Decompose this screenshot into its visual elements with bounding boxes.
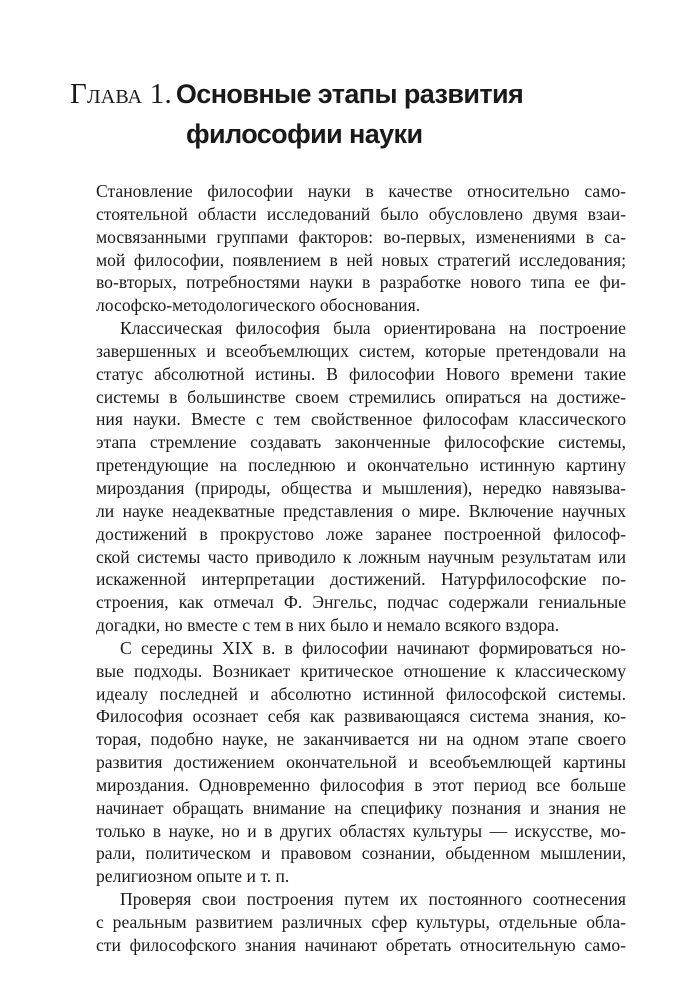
text-line: лософско-методологического обоснования. (96, 295, 421, 316)
text-line: системы в большинстве своем стремились опираться на достиже- (96, 386, 626, 407)
text-line: мой философии, появлением в ней новых стратегий исследования; (96, 249, 626, 270)
text-line: этапа стремление создавать законченные философские системы, (96, 432, 626, 453)
paragraph (96, 317, 626, 637)
paragraph (96, 888, 626, 957)
text-line: догадки, но вместе с тем в них было и немало всякого вздора. (96, 615, 560, 636)
chapter-heading-line-1 (70, 74, 630, 114)
text-line: Проверяя свои построения путем их постоянного соотнесения (120, 889, 626, 910)
text-line: статус абсолютной истины. В философии Нового времени такие (96, 363, 626, 384)
text-line: сти философского знания начинают обретать относительную само- (96, 934, 626, 955)
body-text (96, 180, 626, 957)
chapter-label: Глава 1. (70, 78, 172, 110)
text-line: только в науке, но и в других областях культуры — искусстве, мо- (96, 820, 626, 841)
text-line: ской системы часто приводило к ложным научным результатам или (96, 546, 626, 567)
text-line: торая, подобно науке, не заканчивается ни на одном этапе своего (96, 729, 626, 750)
text-line: во-вторых, потребностями науки в разработке нового типа ее фи- (96, 272, 626, 293)
text-line: с реальным развитием различных сфер культуры, отдельные обла- (96, 912, 626, 932)
chapter-title-line-2: философии науки (186, 119, 423, 149)
text-line: С середины XIX в. в философии начинают формироваться но- (120, 637, 626, 658)
text-line: начинает обращать внимание на специфику познания и знания не (96, 797, 626, 818)
text-line: стоятельной области исследований было обусловлено двумя взаи- (96, 203, 626, 224)
text-line: ли науке неадекватные представления о мире. Включение научных (96, 500, 626, 521)
text-line: Становление философии науки в качестве относительно само- (96, 181, 626, 201)
chapter-heading (70, 74, 630, 154)
text-line: строения, как отмечал Ф. Энгельс, подчас содержали гениальные (96, 592, 626, 613)
text-line: завершенных и всеобъемлющих систем, которые претендовали на (96, 340, 626, 361)
text-line: достижений в прокрустово ложе заранее построенной философ- (96, 523, 626, 544)
text-line: искаженной интерпретации достижений. Натурфилософские по- (96, 569, 626, 590)
text-line: Классическая философия была ориентирована на построение (120, 318, 626, 339)
chapter-title-line-1: Основные этапы развития (175, 79, 524, 109)
text-line: религиозном опыте и т. п. (96, 866, 290, 887)
text-line: идеалу последней и абсолютно истинной философской системы. (96, 683, 626, 704)
text-line: мироздания (природы, общества и мышления), нередко навязыва- (96, 477, 626, 498)
text-line: мосвязанными группами факторов: во-первых, изменениями в са- (96, 226, 626, 247)
text-line: вые подходы. Возникает критическое отношение к классическому (96, 660, 626, 681)
text-line: Философия осознает себя как развивающаяся система знания, ко- (96, 706, 626, 727)
paragraph (96, 180, 626, 317)
text-line: ния науки. Вместе с тем свойственное философам классического (96, 409, 626, 430)
chapter-heading-line-2 (70, 114, 630, 154)
text-line: развития достижением окончательной и всеобъемлющей картины (96, 752, 626, 773)
text-line: рали, политическом и правовом сознании, обыденном мышлении, (96, 843, 626, 864)
paragraph (96, 637, 626, 888)
text-line: претендующие на последнюю и окончательно истинную картину (96, 455, 626, 476)
text-line: мироздания. Одновременно философия в этот период все больше (96, 774, 626, 795)
